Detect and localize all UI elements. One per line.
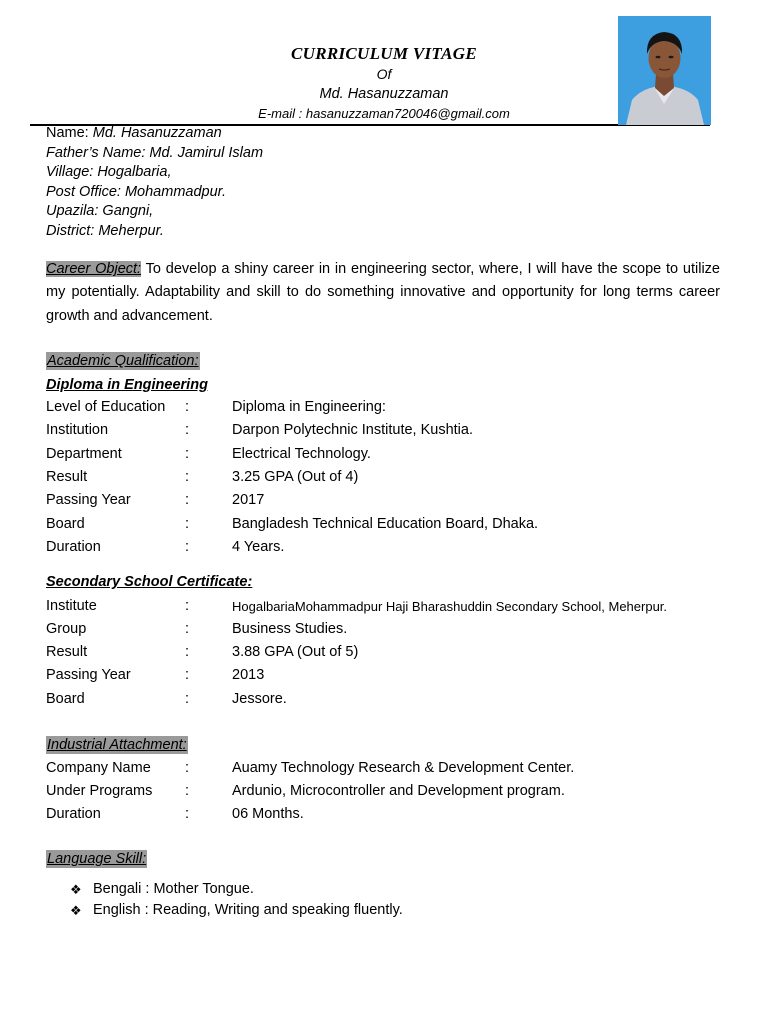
personal-name-row	[46, 124, 263, 144]
row-colon: :	[185, 644, 190, 661]
row-value: 06 Months.	[232, 806, 304, 823]
row-value: Jessore.	[232, 690, 287, 707]
ssc-row	[46, 618, 736, 641]
row-colon: :	[185, 445, 190, 462]
ssc-row	[46, 641, 736, 664]
row-value: Electrical Technology.	[232, 445, 371, 462]
career-objective	[46, 258, 720, 328]
row-key: Board	[46, 515, 85, 532]
row-colon: :	[185, 759, 190, 776]
name-value: Md. Hasanuzzaman	[92, 125, 222, 141]
row-value: Darpon Polytechnic Institute, Kushtia.	[232, 422, 473, 439]
row-colon: :	[185, 399, 190, 415]
row-colon: :	[185, 783, 190, 799]
row-value: Ardunio, Microcontroller and Development program.	[232, 783, 565, 799]
row-colon: :	[185, 468, 190, 485]
name-label: Name:	[46, 125, 93, 141]
upazila-row: Upazila: Gangni,	[46, 203, 154, 220]
row-key: Company Name	[46, 759, 151, 776]
row-key: Passing Year	[46, 492, 131, 509]
row-colon: :	[185, 492, 190, 509]
ssc-row	[46, 664, 736, 687]
village-row: Village: Hogalbaria,	[46, 164, 172, 181]
row-key: Board	[46, 690, 85, 707]
row-key: Institution	[46, 422, 109, 439]
father-name-row: Father’s Name: Md. Jamirul Islam	[46, 144, 264, 161]
district-row: District: Meherpur.	[46, 222, 164, 239]
industrial-row	[46, 803, 736, 826]
industrial-row	[46, 757, 736, 780]
cv-owner-name: Md. Hasanuzzaman	[319, 86, 449, 102]
row-key: Result	[46, 468, 88, 485]
profile-photo	[618, 16, 711, 125]
row-key: Result	[46, 644, 88, 661]
row-key: Duration	[46, 806, 101, 823]
bullet-icon: ❖	[70, 903, 82, 918]
language-text: English : Reading, Writing and speaking fluently.	[93, 902, 403, 918]
row-colon: :	[185, 667, 190, 684]
diploma-row	[46, 443, 736, 466]
row-value: Diploma in Engineering:	[232, 399, 386, 415]
bullet-icon: ❖	[70, 882, 82, 897]
row-colon: :	[185, 806, 190, 823]
row-value: 2017	[232, 492, 265, 509]
language-text: Bengali : Mother Tongue.	[93, 881, 254, 897]
row-key: Under Programs	[46, 783, 153, 799]
row-value: Bangladesh Technical Education Board, Dhaka.	[232, 515, 539, 532]
row-value: 2013	[232, 667, 265, 684]
language-heading: Language Skill:	[47, 851, 147, 867]
cv-title: CURRICULUM VITAGE	[290, 44, 477, 63]
academic-heading: Academic Qualification:	[47, 353, 199, 369]
personal-details	[46, 124, 263, 242]
diploma-row	[46, 396, 736, 419]
row-value: HogalbariaMohammadpur Haji Bharashuddin Secondary School, Meherpur.	[232, 598, 668, 614]
ssc-row	[46, 688, 736, 711]
row-value: Auamy Technology Research & Development Center.	[232, 759, 575, 776]
row-key: Level of Education	[46, 399, 166, 415]
row-value: 4 Years.	[232, 538, 285, 555]
row-value: 3.25 GPA (Out of 4)	[232, 468, 359, 485]
diploma-row	[46, 513, 736, 536]
row-colon: :	[185, 422, 190, 439]
diploma-row	[46, 419, 736, 442]
row-key: Department	[46, 445, 122, 462]
cv-email: E-mail : hasanuzzaman720046@gmail.com	[258, 106, 510, 121]
career-objective-text: To develop a shiny career in in engineering sector, where, I will have the scope to utilize my potentially. Adaptability and skill to do something innovative and opportunity for long terms career growth and advancement.	[46, 261, 720, 324]
ssc-heading: Secondary School Certificate:	[46, 574, 253, 590]
diploma-row	[46, 536, 736, 559]
diploma-row	[46, 489, 736, 512]
industrial-row	[46, 780, 736, 803]
diploma-row	[46, 466, 736, 489]
row-key: Passing Year	[46, 667, 131, 684]
row-key: Group	[46, 620, 87, 637]
row-value: Business Studies.	[232, 620, 348, 637]
row-colon: :	[185, 620, 190, 637]
post-office-row: Post Office: Mohammadpur.	[46, 183, 226, 200]
row-key: Institute	[46, 597, 97, 614]
ssc-row	[46, 595, 736, 618]
row-value: 3.88 GPA (Out of 5)	[232, 644, 359, 661]
row-colon: :	[185, 538, 190, 555]
industrial-heading: Industrial Attachment:	[47, 737, 187, 753]
career-objective-label: Career Object:	[46, 261, 142, 277]
row-key: Duration	[46, 538, 101, 555]
row-colon: :	[185, 690, 190, 707]
cv-of-text: Of	[376, 66, 392, 82]
row-colon: :	[185, 597, 190, 614]
row-colon: :	[185, 515, 190, 532]
diploma-heading: Diploma in Engineering	[46, 377, 208, 393]
